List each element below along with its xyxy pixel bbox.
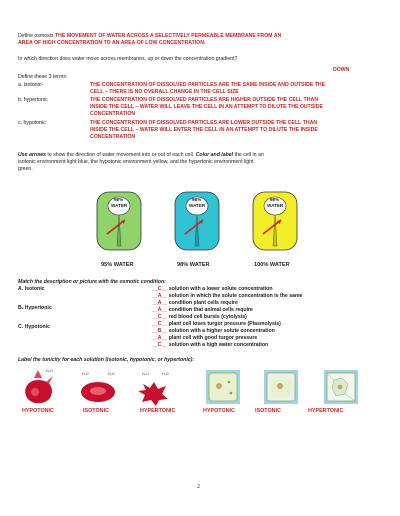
match-row: __C__ red blood cell bursts (cytolysis) — [152, 314, 247, 320]
term-hypotonic: c. hypotonic — [18, 120, 46, 126]
bursting-red-cell-icon — [25, 369, 53, 403]
beaker3-inner-label: WATER — [267, 203, 284, 208]
shriveled-red-cell-icon — [138, 372, 169, 406]
match-row: __A__ condition that animal cells require — [152, 307, 253, 313]
tonicity-pictures — [18, 366, 380, 406]
match-row: __B__ solution with a higher solute concentration — [152, 328, 275, 334]
hypotonic-def-line3: CONCENTRATION — [90, 134, 136, 140]
turgid-plant-cell-icon — [206, 370, 240, 404]
svg-text:H₂O: H₂O — [108, 372, 115, 376]
hypertonic-def-line3: CONCENTRATION — [90, 111, 136, 117]
q3-prompt: Define these 3 terms: — [18, 74, 68, 80]
tonicity-answer-4: HYPOTONIC — [203, 408, 235, 414]
normal-red-cell-icon — [81, 372, 115, 402]
page-number: 2 — [197, 484, 200, 490]
svg-text:H₂O: H₂O — [82, 372, 89, 376]
tonicity-answer-5: ISOTONIC — [255, 408, 281, 414]
beaker1-caption: 95% WATER — [101, 262, 134, 268]
term-isotonic: a. isotonic- — [18, 82, 44, 88]
hypotonic-def-line1: THE CONCENTRATION OF DISSOLVED PARTICLES ARE LOWER OUTSIDE THE CELL THAN — [90, 120, 318, 126]
beaker2-inner-pct: 98% — [192, 197, 202, 202]
hypertonic-def-line1: THE CONCENTRATION OF DISSOLVED PARTICLES ARE HIGHER OUTSIDE THE CELL THAN — [90, 97, 318, 103]
hypertonic-def-line2: INSIDE THE CELL – WATER WILL LEAVE THE CELL IN AN ATTEMPT TO DILUTE THE OUTSIDE — [90, 104, 323, 110]
svg-text:H₂O: H₂O — [162, 372, 169, 376]
svg-text:H₂O: H₂O — [142, 372, 149, 376]
match-row: __C__ plant cell loses turgor pressure (Plasmolysis) — [152, 321, 281, 327]
match-row: __C__ solution with a lower solute concentration — [152, 286, 273, 292]
match-row: __A__ plant cell with good turgor pressure — [152, 335, 258, 341]
q2-prompt: In which direction does water move across membranes, up or down the concentration gradient? — [18, 56, 238, 62]
term-hypertonic: b. hypertonic — [18, 97, 48, 103]
tonicity-answer-2: ISOTONIC — [83, 408, 109, 414]
q5-term-hypertonic: B. Hypertonic — [18, 305, 52, 311]
plasmolyzed-plant-cell-icon — [324, 370, 358, 404]
beaker2-caption: 98% WATER — [177, 262, 210, 268]
normal-plant-cell-icon — [264, 370, 298, 404]
q5-term-hypotonic: C. Hypotonic — [18, 324, 50, 330]
match-row: __A__ solution in which the solute concentration is the same — [152, 293, 303, 299]
q1-answer-line2: AREA OF HIGH CONCENTRATION TO AN AREA OF LOW CONCENTRATION. — [18, 40, 206, 46]
isotonic-def-line2: CELL – THERE IS NO OVERALL CHANGE IN THE CELL SIZE — [90, 89, 239, 95]
q4-instructions-line3: green. — [18, 166, 33, 172]
isotonic-def-line1: THE CONCENTRATION OF DISSOLVED PARTICLES ARE THE SAME INSIDE AND OUTSIDE THE — [90, 82, 326, 88]
q1-prompt: Define osmosis. — [18, 33, 55, 39]
svg-text:H₂O: H₂O — [46, 369, 53, 373]
q1-answer-line1: THE MOVEMENT OF WATER ACROSS A SELECTIVELY PERMEABLE MEMBRANE FROM AN — [55, 33, 282, 39]
beaker3-inner-pct: 98% — [270, 197, 280, 202]
tonicity-answer-3: HYPERTONIC — [140, 408, 176, 414]
tonicity-answer-1: HYPOTONIC — [22, 408, 54, 414]
q4-instructions-line1: Use arrows to show the direction of water movement into or out of each cell. Color and label the cell in an — [18, 152, 264, 158]
beaker2-inner-label: WATER — [189, 203, 206, 208]
beaker1-inner-label: WATER — [111, 203, 128, 208]
tonicity-answer-6: HYPERTONIC — [308, 408, 344, 414]
q2-answer: DOWN — [333, 67, 350, 73]
beaker3-caption: 100% WATER — [254, 262, 290, 268]
q4-instructions-line2: isotonic environment light blue, the hypotonic environment yellow, and the hypertonic environment light — [18, 159, 254, 165]
q6-heading: Label the tonicity for each solution (isotonic, hypotonic, or hypertonic): — [18, 357, 195, 363]
match-row: __C__ solution with a high water concentration — [152, 342, 269, 348]
beaker1-inner-pct: 98% — [114, 197, 124, 202]
q5-term-isotonic: A. Isotonic — [18, 286, 45, 292]
hypotonic-def-line2: INSIDE THE CELL – WATER WILL ENTER THE CELL IN AN ATTEMPT TO DILUTE THE INSIDE — [90, 127, 318, 133]
q5-heading: Match the description or picture with the osmotic condition: — [18, 279, 166, 285]
match-row: __A__ condition plant cells require — [152, 300, 238, 306]
